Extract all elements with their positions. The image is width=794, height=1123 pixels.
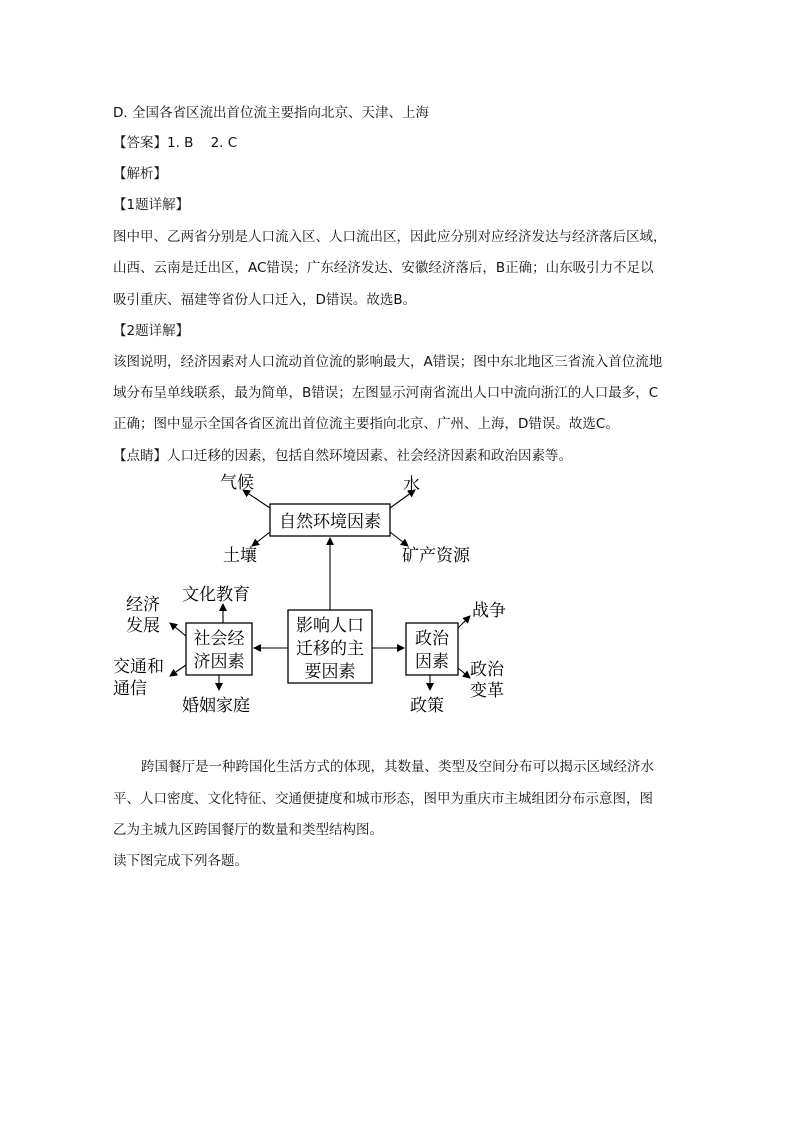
traffic-label-line-1: 交通和 [113,657,164,677]
arrow-to-soil [252,532,270,546]
reform-label-line-2: 变革 [470,681,504,701]
option-d: D. 全国各省区流出首位流主要指向北京、天津、上海 [113,105,429,121]
economy-label-line-1: 经济 [126,595,160,615]
tip-text: 人口迁移的因素，包括自然环境因素、社会经济因素和政治因素等。 [167,448,572,464]
arrow-to-war [458,616,470,628]
passage-line-1: 跨国餐厅是一种跨国化生活方式的体现，其数量、类型及空间分布可以揭示区域经济水 [141,759,654,775]
arrow-to-economy [170,623,186,636]
policy-label: 政策 [410,696,444,716]
mineral-resources-label: 矿产资源 [402,546,470,566]
q2-paragraph-line-1: 该图说明，经济因素对人口流动首位流的影响最大，A错误；图中东北地区三省流入首位流地 [113,354,663,370]
arrow-to-traffic [170,665,186,676]
center-label-line-3: 要因素 [304,662,356,682]
q2-paragraph-line-3: 正确；图中显示全国各省区流出首位流主要指向北京、广州、上海，D错误。故选C。 [113,416,619,432]
economy-label-line-2: 发展 [126,616,160,636]
natural-factors-label: 自然环境因素 [279,512,381,532]
q1-label: 【1题详解】 [113,197,190,213]
water-label: 水 [403,475,420,495]
q1-paragraph-line-1: 图中甲、乙两省分别是人口流入区、人口流出区，因此应分别对应经济发达与经济落后区域， [113,229,667,245]
social-label-line-2: 济因素 [193,652,245,672]
soil-label: 土壤 [223,546,257,566]
war-label: 战争 [472,601,506,621]
tip-line [113,446,572,466]
passage-line-2: 平、人口密度、文化特征、交通便捷度和城市形态，图甲为重庆市主城组团分布示意图，图 [113,791,653,807]
political-label-line-2: 因素 [415,652,449,672]
arrow-to-mineral [390,532,408,546]
social-label-line-1: 社会经 [193,629,245,649]
culture-education-label: 文化教育 [182,585,250,605]
center-label-line-1: 影响人口 [296,616,364,636]
arrow-to-reform [458,668,470,678]
q2-paragraph-line-2: 域分布呈单线联系，最为简单，B错误；左图显示河南省流出人口中流向浙江的人口最多，C [113,385,659,401]
analysis-label: 【解析】 [113,166,167,182]
q1-paragraph-line-2: 山西、云南是迁出区，AC错误；广东经济发达、安徽经济落后，B正确；山东吸引力不足以 [113,260,654,276]
center-label-line-2: 迁移的主 [296,639,364,659]
q2-label: 【2题详解】 [113,323,190,339]
traffic-label-line-2: 通信 [113,679,147,699]
climate-label: 气候 [220,473,254,493]
instruction-line: 读下图完成下列各题。 [113,853,248,869]
tip-label: 【点睛】 [113,448,167,464]
answer-label: 【答案】 [113,135,167,151]
answer-value: 1. B 2. C [167,135,238,151]
answer-line [113,133,237,153]
political-label-line-1: 政治 [415,629,449,649]
reform-label-line-1: 政治 [470,660,504,680]
passage-line-3: 乙为主城九区跨国餐厅的数量和类型结构图。 [113,822,383,838]
migration-factors-diagram [110,468,530,728]
q1-paragraph-line-3: 吸引重庆、福建等省份人口迁入，D错误。故选B。 [113,292,417,308]
marriage-family-label: 婚姻家庭 [182,696,250,716]
